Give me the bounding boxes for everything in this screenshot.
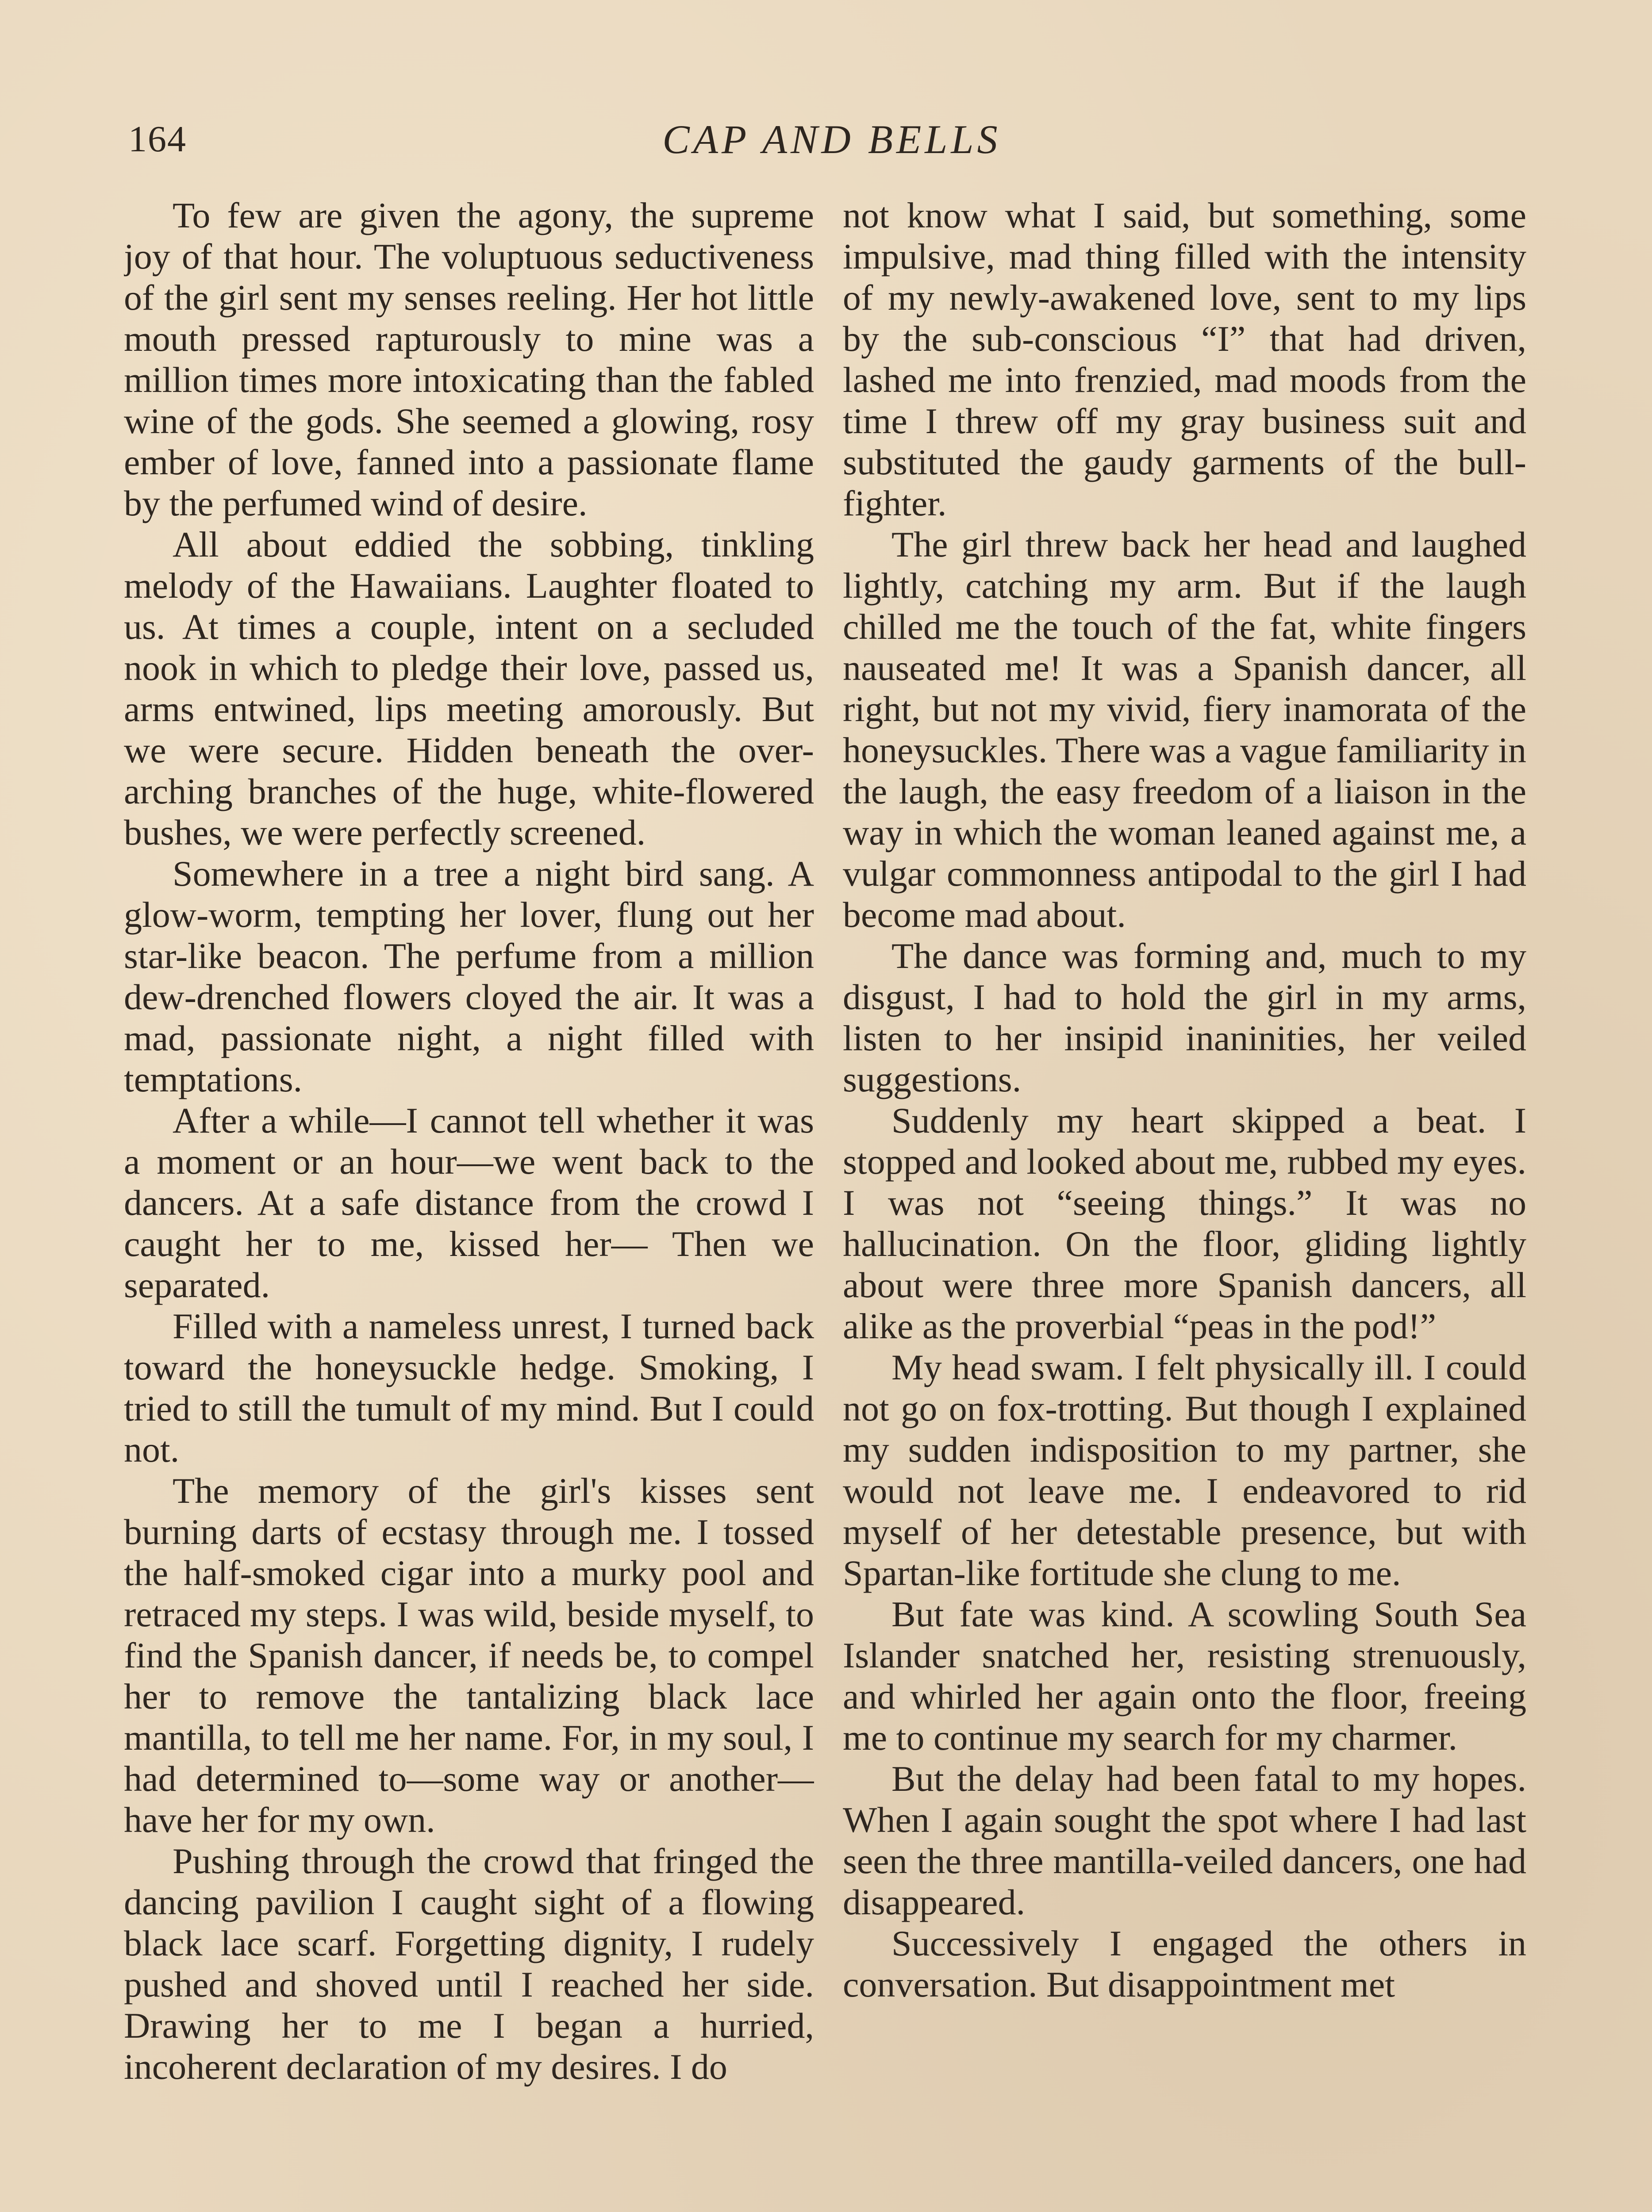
paragraph: The memory of the girl's kisses sent burning darts of ecstasy through me. I tossed the half-smoked cigar into a murky pool and retraced my steps. I was wild, beside myself, to find the Spanish dancer, if needs be, to compel her to remove the tantalizing black lace mantilla, to tell me her name. For, in my soul, I had determined to—some way or another—have her for my own.: [124, 1471, 814, 1840]
paragraph: After a while—I cannot tell whether it was a moment or an hour—we went back to the dancers. At a safe distance from the crowd I caught her to me, kissed her— Then we separated.: [124, 1100, 814, 1305]
paragraph-continuation: not know what I said, but something, some impulsive, mad thing filled with the intensity of my newly-awakened love, sent to my lips by the sub-conscious “I” that had driven, lashed me into frenzied, mad moods from the time I threw off my gray business suit and substituted the gaudy garments of the bull-fighter.: [843, 195, 1526, 523]
paragraph: Suddenly my heart skipped a beat. I stopped and looked about me, rubbed my eyes. I was not “seeing things.” It was no hallucination. On the floor, gliding lightly about were three more Spanish dancers, all alike as the proverbial “peas in the pod!”: [843, 1100, 1526, 1346]
page-number: 164: [128, 119, 187, 160]
left-column: [124, 195, 814, 2212]
right-column: [843, 195, 1526, 2212]
paragraph: But the delay had been fatal to my hopes. When I again sought the spot where I had last seen the three mantilla-veiled dancers, one had disappeared.: [843, 1759, 1526, 1922]
paragraph: Somewhere in a tree a night bird sang. A glow-worm, tempting her lover, flung out her star-like beacon. The perfume from a million dew-drenched flowers cloyed the air. It was a mad, passionate night, a night filled with temptations.: [124, 853, 814, 1099]
paragraph: My head swam. I felt physically ill. I could not go on fox-trotting. But though I explained my sudden indisposition to my partner, she would not leave me. I endeavored to rid myself of her detestable presence, but with Spartan-like fortitude she clung to me.: [843, 1347, 1526, 1593]
page-header: [128, 111, 1535, 168]
paragraph: Successively I engaged the others in conversation. But disappointment met: [843, 1923, 1526, 2005]
running-title: CAP AND BELLS: [662, 117, 1001, 162]
paragraph: Filled with a nameless unrest, I turned back toward the honeysuckle hedge. Smoking, I tried to still the tumult of my mind. But I could not.: [124, 1306, 814, 1470]
paragraph: To few are given the agony, the supreme joy of that hour. The voluptuous seductiveness of the girl sent my senses reeling. Her hot little mouth pressed rapturously to mine was a million times more intoxicating than the fabled wine of the gods. She seemed a glowing, rosy ember of love, fanned into a passionate flame by the perfumed wind of desire.: [124, 195, 814, 523]
paragraph: The dance was forming and, much to my disgust, I had to hold the girl in my arms, listen to her insipid inaninities, her veiled suggestions.: [843, 936, 1526, 1099]
paragraph: The girl threw back her head and laughed lightly, catching my arm. But if the laugh chilled me the touch of the fat, white fingers nauseated me! It was a Spanish dancer, all right, but not my vivid, fiery inamorata of the honeysuckles. There was a vague familiarity in the laugh, the easy freedom of a liaison in the way in which the woman leaned against me, a vulgar commonness antipodal to the girl I had become mad about.: [843, 524, 1526, 935]
paragraph: All about eddied the sobbing, tinkling melody of the Hawaiians. Laughter floated to us. At times a couple, intent on a secluded nook in which to pledge their love, passed us, arms entwined, lips meeting amorously. But we were secure. Hidden beneath the over-arching branches of the huge, white-flowered bushes, we were perfectly screened.: [124, 524, 814, 853]
paragraph: Pushing through the crowd that fringed the dancing pavilion I caught sight of a flowing black lace scarf. Forgetting dignity, I rudely pushed and shoved until I reached her side. Drawing her to me I began a hurried, incoherent declaration of my desires. I do: [124, 1841, 814, 2087]
paragraph: But fate was kind. A scowling South Sea Islander snatched her, resisting strenuously, and whirled her again onto the floor, freeing me to continue my search for my charmer.: [843, 1594, 1526, 1758]
